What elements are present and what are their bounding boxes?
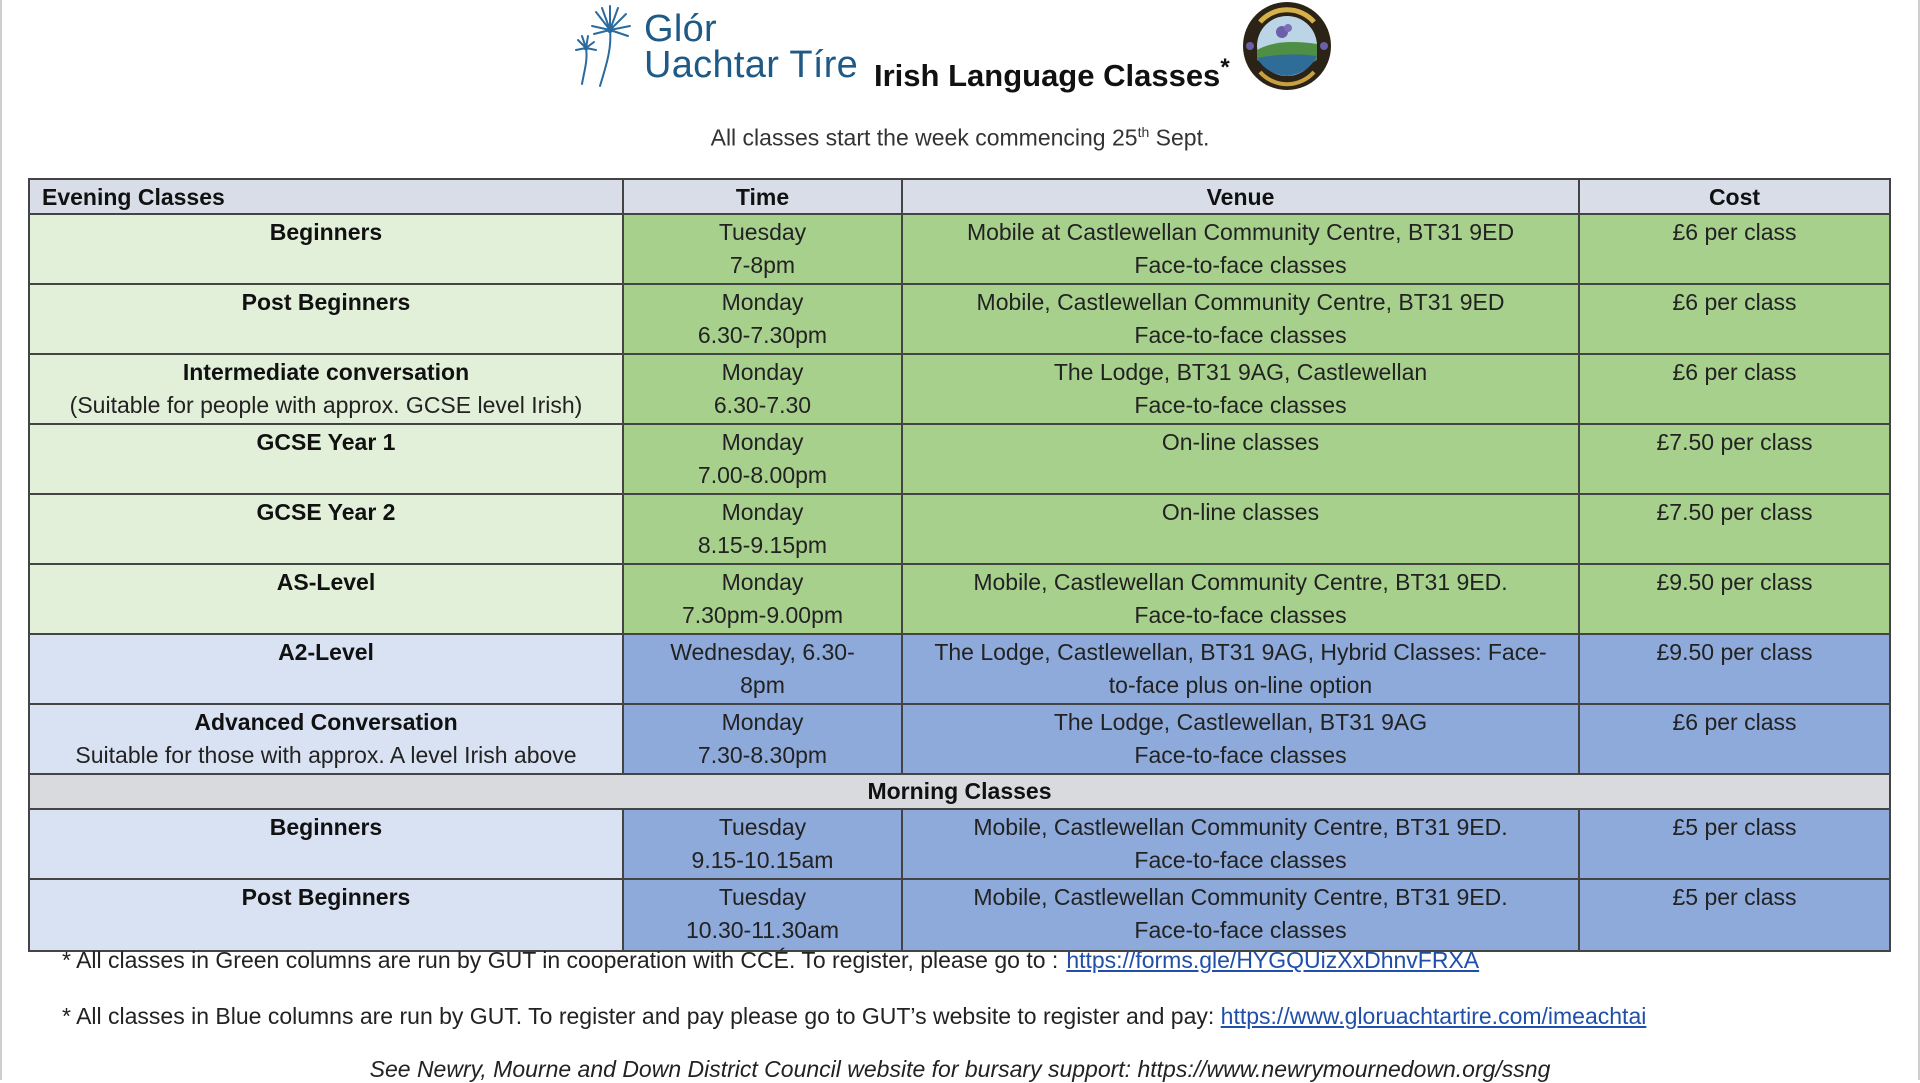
venue-location: Mobile, Castlewellan Community Centre, BT31 9ED	[976, 289, 1505, 315]
venue-location: Mobile at Castlewellan Community Centre, BT31 9ED	[966, 219, 1515, 245]
time-range: 8pm	[740, 672, 785, 698]
class-name-cell	[30, 810, 624, 878]
venue-location: Mobile, Castlewellan Community Centre, BT31 9ED.	[973, 569, 1508, 595]
green-register-link[interactable]: https://forms.gle/HYGQUizXxDhnvFRXA	[1066, 947, 1480, 973]
time-cell	[624, 635, 903, 703]
cost-cell: £6 per class	[1580, 285, 1889, 353]
glor-uachtar-tire-logo	[570, 4, 880, 90]
venue-format: Face-to-face classes	[1134, 392, 1347, 418]
page-edge-left	[0, 0, 2, 1080]
time-day: Wednesday, 6.30-	[670, 639, 855, 665]
time-cell	[624, 880, 903, 950]
column-header-venue: Venue	[903, 180, 1580, 213]
table-row	[30, 425, 1889, 495]
class-name-cell	[30, 635, 624, 703]
class-title: Beginners	[269, 219, 383, 245]
time-range: 7-8pm	[729, 252, 796, 278]
section-label: Morning Classes	[867, 778, 1052, 804]
class-title: Advanced Conversation	[194, 709, 458, 735]
time-cell	[624, 705, 903, 773]
time-day: Monday	[721, 429, 804, 455]
time-day: Monday	[721, 289, 804, 315]
time-day: Tuesday	[718, 219, 807, 245]
class-title: GCSE Year 2	[256, 499, 396, 525]
cost-cell: £6 per class	[1580, 705, 1889, 773]
class-name-cell	[30, 705, 624, 773]
venue-location: On-line classes	[1161, 429, 1320, 455]
venue-location: The Lodge, Castlewellan, BT31 9AG, Hybrid Classes: Face-	[934, 639, 1547, 665]
cost-cell: £5 per class	[1580, 810, 1889, 878]
venue-cell	[903, 880, 1580, 950]
dandelion-flower-icon	[570, 4, 642, 90]
blue-register-link[interactable]: https://www.gloruachtartire.com/imeachtai	[1220, 1003, 1647, 1029]
subtitle-ordinal: th	[1137, 124, 1150, 140]
time-cell	[624, 810, 903, 878]
venue-location: On-line classes	[1161, 499, 1320, 525]
class-name-cell	[30, 495, 624, 563]
time-cell	[624, 425, 903, 493]
time-range: 6.30-7.30pm	[697, 322, 828, 348]
venue-cell	[903, 565, 1580, 633]
time-day: Monday	[721, 359, 804, 385]
green-columns-note	[62, 947, 1479, 974]
class-title: GCSE Year 1	[256, 429, 396, 455]
time-range: 10.30-11.30am	[685, 917, 839, 943]
time-range: 9.15-10.15am	[691, 847, 834, 873]
bursary-note: See Newry, Mourne and Down District Council website for bursary support: https://www.newrymournedown.org/ssng	[369, 1056, 1551, 1082]
table-row	[30, 810, 1889, 880]
venue-cell	[903, 425, 1580, 493]
venue-location: The Lodge, BT31 9AG, Castlewellan	[1053, 359, 1428, 385]
venue-location: Mobile, Castlewellan Community Centre, BT31 9ED.	[973, 814, 1508, 840]
class-title: A2-Level	[278, 639, 374, 665]
class-name-cell	[30, 215, 624, 283]
venue-cell	[903, 810, 1580, 878]
class-name-cell	[30, 880, 624, 950]
time-day: Monday	[721, 569, 804, 595]
class-title: Beginners	[269, 814, 383, 840]
circular-badge-icon	[1238, 0, 1336, 92]
class-name-cell	[30, 285, 624, 353]
table-row	[30, 495, 1889, 565]
class-requirement: (Suitable for people with approx. GCSE level Irish)	[69, 392, 583, 418]
class-requirement: Suitable for those with approx. A level Irish above	[75, 742, 577, 768]
time-range: 7.30-8.30pm	[697, 742, 828, 768]
venue-cell	[903, 215, 1580, 283]
class-name-cell	[30, 425, 624, 493]
table-row	[30, 635, 1889, 705]
page-title	[874, 54, 1230, 94]
classes-table	[28, 178, 1891, 952]
time-range: 7.00-8.00pm	[697, 462, 828, 488]
venue-cell	[903, 495, 1580, 563]
time-cell	[624, 215, 903, 283]
time-day: Tuesday	[718, 884, 807, 910]
cost-cell: £9.50 per class	[1580, 565, 1889, 633]
venue-location: The Lodge, Castlewellan, BT31 9AG	[1053, 709, 1428, 735]
column-header-cost: Cost	[1708, 184, 1761, 210]
cost-cell: £6 per class	[1580, 215, 1889, 283]
venue-format: Face-to-face classes	[1134, 252, 1347, 278]
class-title: Post Beginners	[241, 884, 411, 910]
blue-note-text: * All classes in Blue columns are run by GUT. To register and pay please go to GUT’s website to register and pay:	[62, 1003, 1215, 1029]
subtitle-text: All classes start the week commencing 25	[710, 124, 1138, 151]
class-name-cell	[30, 355, 624, 423]
table-row	[30, 215, 1889, 285]
morning-classes-section-header	[30, 775, 1889, 810]
class-name-cell	[30, 565, 624, 633]
column-header-time: Time	[624, 180, 903, 213]
title-asterisk: *	[1220, 54, 1230, 81]
venue-format: Face-to-face classes	[1134, 602, 1347, 628]
venue-format: Face-to-face classes	[1134, 742, 1347, 768]
time-day: Monday	[721, 709, 804, 735]
venue-cell	[903, 355, 1580, 423]
time-range: 7.30pm-9.00pm	[681, 602, 844, 628]
venue-cell	[903, 285, 1580, 353]
time-range: 6.30-7.30	[713, 392, 812, 418]
column-header-class: Evening Classes	[30, 180, 624, 213]
comhaltas-badge-logo	[1238, 0, 1336, 92]
venue-location: Mobile, Castlewellan Community Centre, BT31 9ED.	[973, 884, 1508, 910]
time-day: Monday	[721, 499, 804, 525]
cost-cell: £6 per class	[1580, 355, 1889, 423]
class-title: Post Beginners	[241, 289, 411, 315]
page-title-text: Irish Language Classes	[874, 58, 1221, 93]
start-date-note	[0, 124, 1920, 152]
table-row	[30, 880, 1889, 950]
cost-cell: £7.50 per class	[1580, 495, 1889, 563]
table-row	[30, 355, 1889, 425]
cost-cell: £5 per class	[1580, 880, 1889, 950]
time-cell	[624, 565, 903, 633]
venue-format: to-face plus on-line option	[1108, 672, 1373, 698]
time-cell	[624, 285, 903, 353]
time-day: Tuesday	[718, 814, 807, 840]
venue-cell	[903, 705, 1580, 773]
time-cell	[624, 355, 903, 423]
venue-cell	[903, 635, 1580, 703]
logo-line-2: Uachtar Tíre	[644, 44, 859, 86]
cost-cell: £9.50 per class	[1580, 635, 1889, 703]
class-title: Intermediate conversation	[182, 359, 470, 385]
venue-format: Face-to-face classes	[1134, 917, 1347, 943]
green-note-text: * All classes in Green columns are run by GUT in cooperation with CCÉ. To register, please go to :	[62, 947, 1059, 973]
subtitle-month: Sept.	[1149, 124, 1210, 151]
class-title: AS-Level	[276, 569, 376, 595]
table-header-row	[30, 180, 1889, 215]
cost-cell: £7.50 per class	[1580, 425, 1889, 493]
table-row	[30, 565, 1889, 635]
venue-format: Face-to-face classes	[1134, 322, 1347, 348]
venue-format: Face-to-face classes	[1134, 847, 1347, 873]
blue-columns-note	[62, 1003, 1646, 1030]
table-row	[30, 705, 1889, 775]
time-cell	[624, 495, 903, 563]
time-range: 8.15-9.15pm	[697, 532, 828, 558]
logo-line-1: Glór	[644, 8, 717, 50]
table-row	[30, 285, 1889, 355]
